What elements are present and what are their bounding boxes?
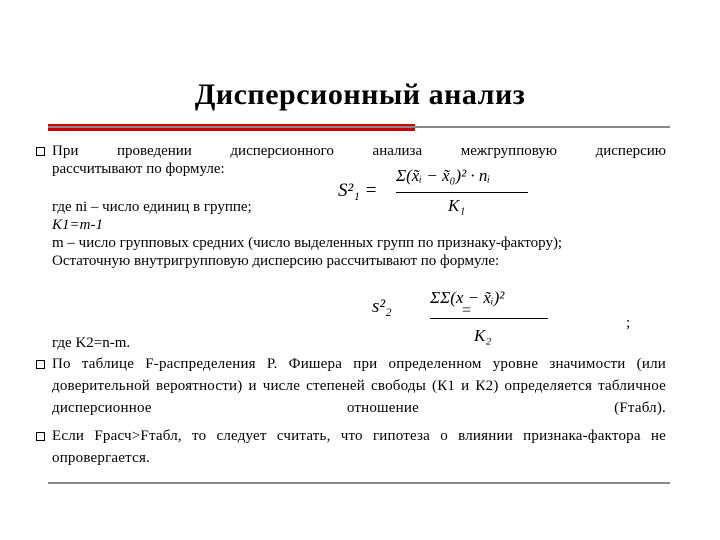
formula1-fraction-bar — [396, 192, 528, 193]
formula2-fraction-bar — [430, 318, 548, 319]
def-ni: где ni – число единиц в группе; — [52, 199, 252, 215]
bottom-divider — [48, 482, 670, 484]
para1-line2: рассчитывают по формуле: — [52, 161, 225, 177]
title-divider — [48, 126, 670, 128]
bullet-square-icon — [36, 360, 45, 369]
def-m: m – число групповых средних (число выделенных групп по признаку-фактору); — [52, 235, 563, 251]
formula2-equals: = — [462, 302, 472, 319]
formula1-lhs: S²₁ = — [338, 180, 378, 201]
def-k1: K1=m-1 — [52, 217, 103, 233]
para3: Если Fрасч>Fтабл, то следует считать, что гипотеза о влиянии признака-фактора не опровергается. — [52, 428, 666, 466]
formula1-denominator: K₁ — [448, 196, 466, 215]
para1-line1: При проведении дисперсионного анализа межгрупповую дисперсию — [52, 143, 666, 159]
page-title: Дисперсионный анализ — [194, 78, 526, 111]
formula2-denominator: K₂ — [474, 326, 492, 345]
para2: По таблице F-распределения Р. Фишера при определенном уровне значимости (или доверительной вероятности) и числе степеней свободы (К1 и К2) определяется табличное дисперсионное отношение (Fтабл). — [52, 356, 666, 416]
def-resid: Остаточную внутригрупповую дисперсию рассчитывают по формуле: — [52, 253, 500, 269]
bullet-square-icon — [36, 432, 45, 441]
formula1-numerator: Σ(x̃ᵢ − x̃₀)² · nᵢ — [396, 166, 491, 185]
formula2-semicolon: ; — [626, 315, 631, 331]
bullet-square-icon — [36, 147, 45, 156]
formula2-numerator: ΣΣ(x − x̃ᵢ)² — [430, 288, 505, 307]
def-k2: где K2=n-m. — [52, 335, 131, 351]
formula2-lhs: s²₂ — [372, 296, 392, 317]
